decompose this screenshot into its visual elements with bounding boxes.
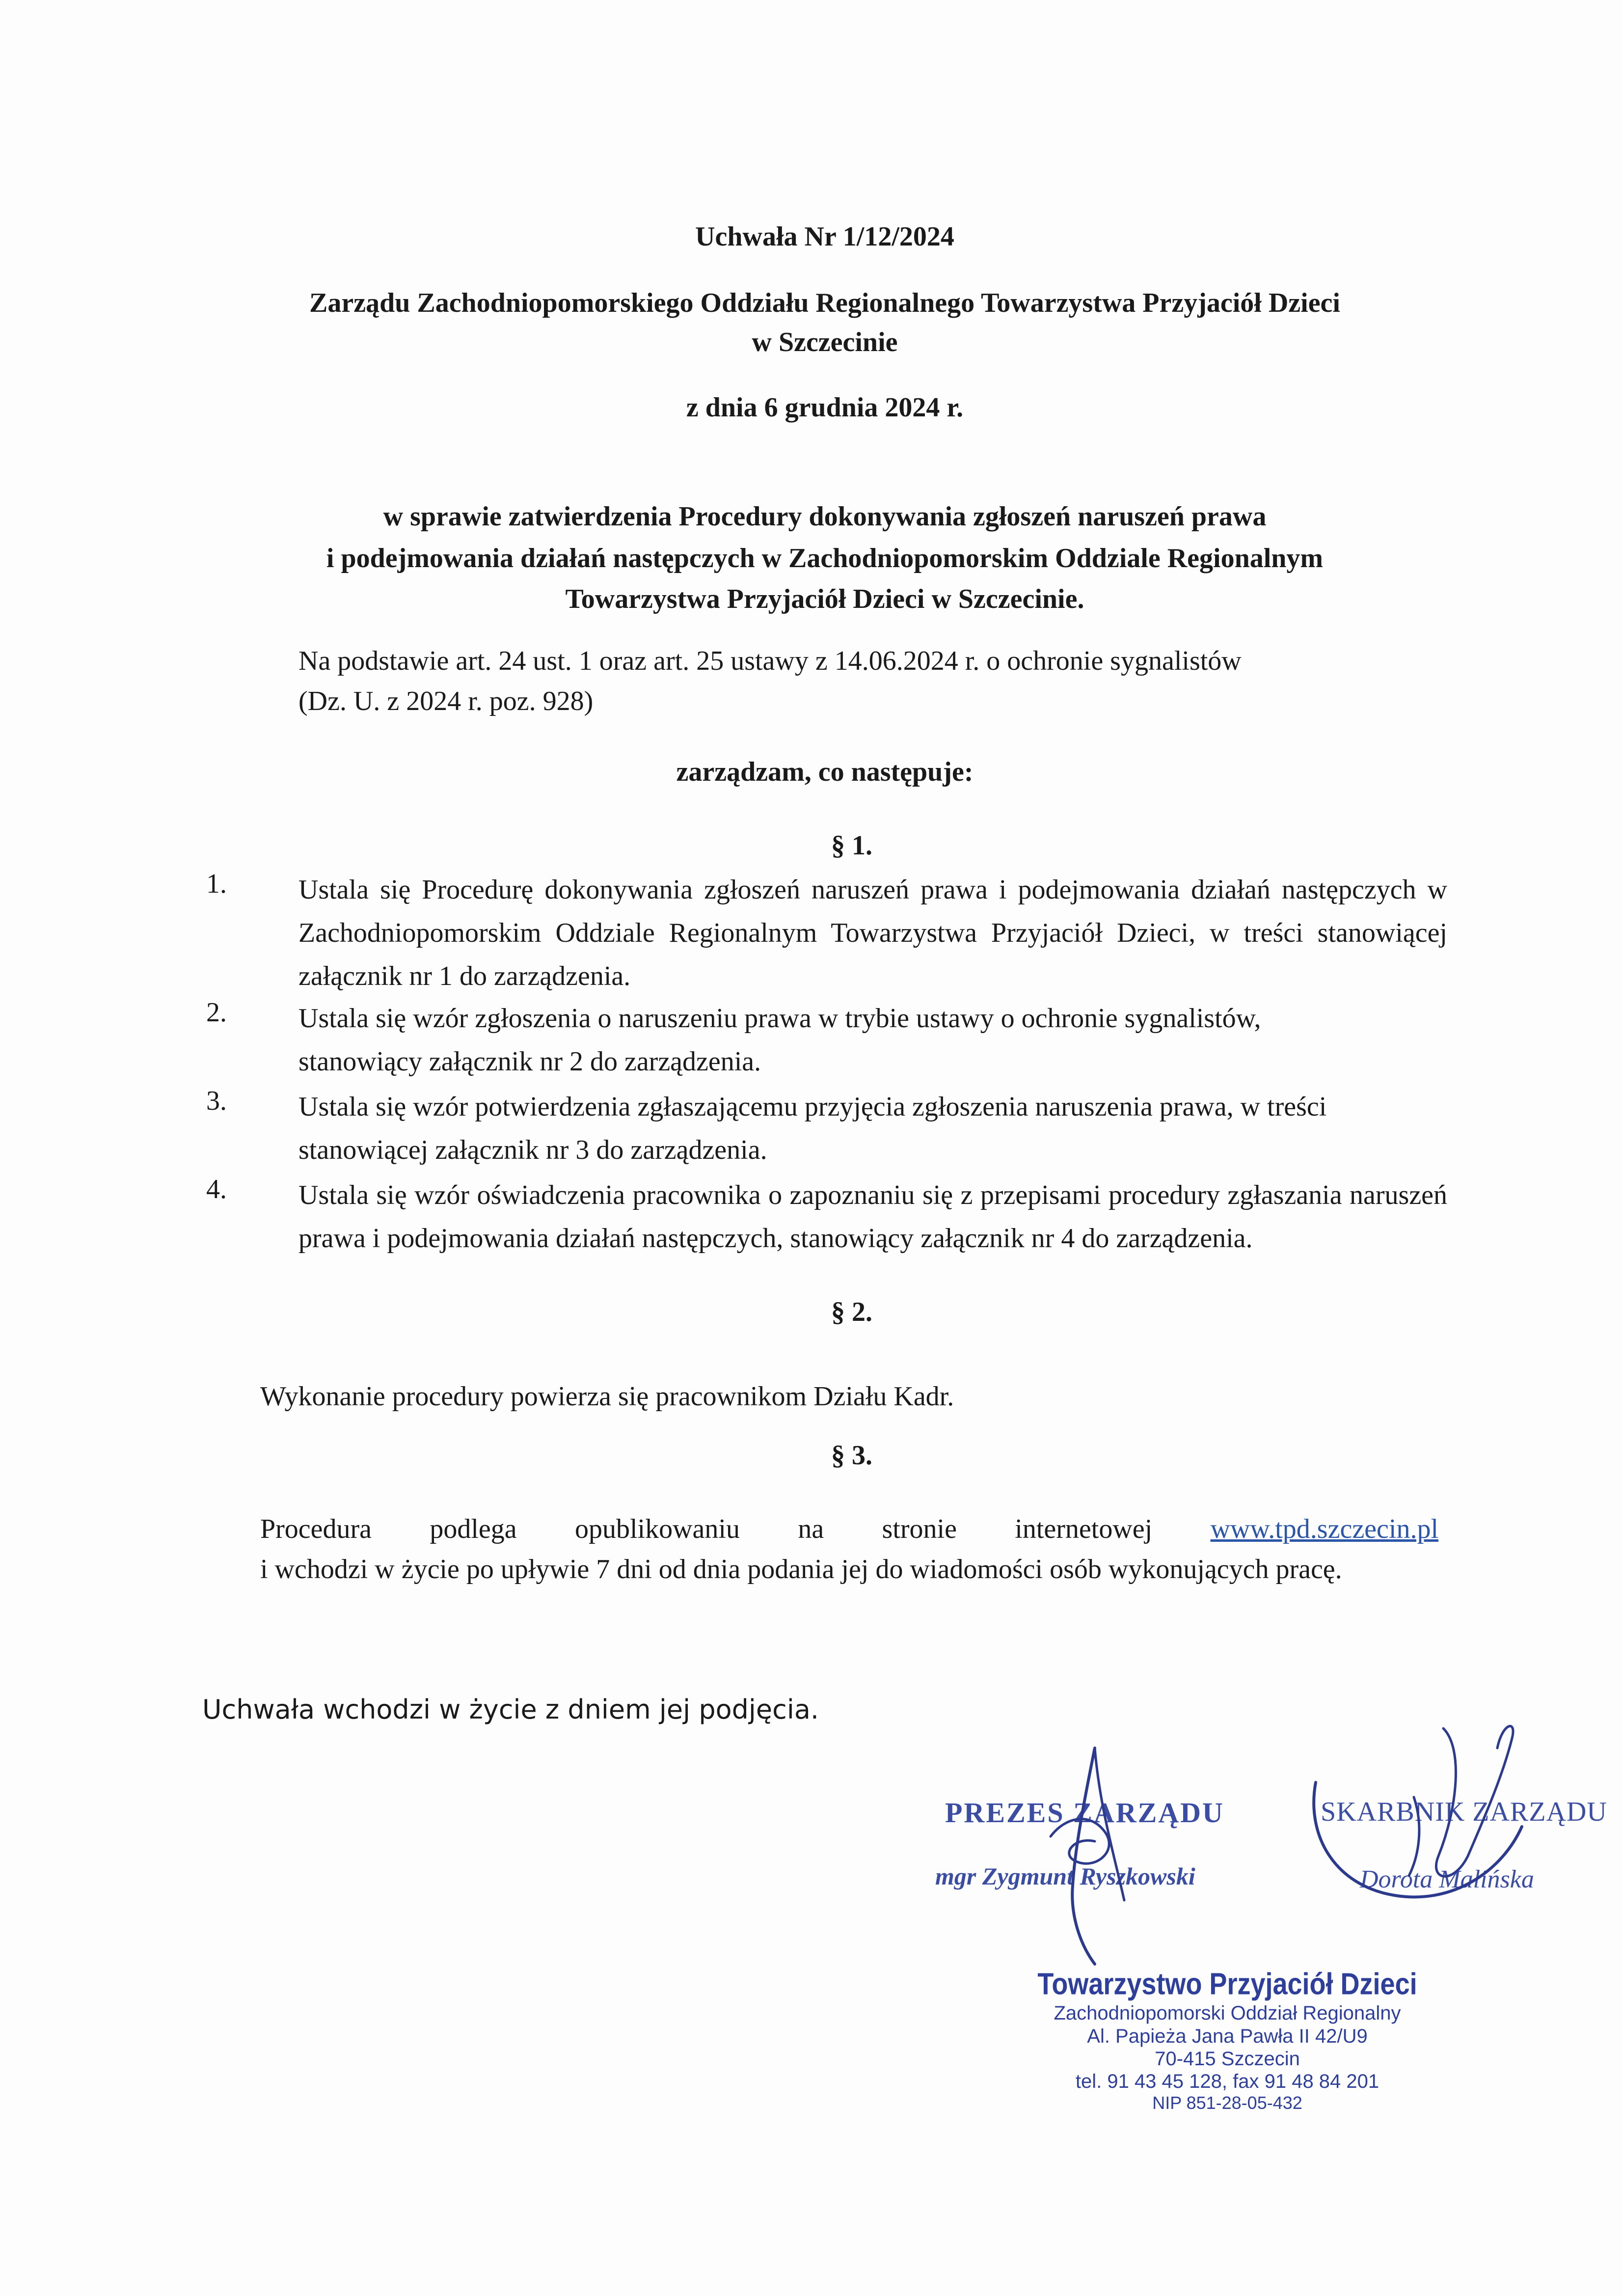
organization-stamp	[1026, 1969, 1429, 2113]
section-3-line-1	[260, 1507, 1438, 1551]
section-3-text-continued: i wchodzi w życie po upływie 7 dni od dnia podania jej do wiadomości osób wykonujących pracę.	[260, 1554, 1342, 1585]
section-1-item-4: Ustala się wzór oświadczenia pracownika o zapoznaniu się z przepisami procedury zgłaszania naruszeń prawa i podejmowania działań następczych, stanowiący załącznik nr 4 do zarządzenia.	[298, 1180, 1447, 1254]
item-number: 4.	[206, 1174, 227, 1204]
president-signature	[1021, 1738, 1149, 1971]
section-1-item-3: Ustala się wzór potwierdzenia zgłaszającemu przyjęcia zgłoszenia naruszenia prawa, w treści stanowiącej załącznik nr 3 do zarządzenia.	[298, 1092, 1327, 1165]
issuer-line-1: Zarządu Zachodniopomorskiego Oddziału Regionalnego Towarzystwa Przyjaciół Dzieci	[309, 288, 1340, 318]
section-1-heading: § 1.	[831, 830, 872, 861]
treasurer-name: Dorota Malińska	[1360, 1865, 1534, 1893]
stamp-address: Al. Papieża Jana Pawła II 42/U9	[1087, 2025, 1368, 2047]
president-name: mgr Zygmunt Ryszkowski	[935, 1862, 1195, 1890]
stamp-org: Towarzystwo Przyjaciół Dzieci	[1037, 1967, 1417, 2001]
legal-basis-line-1: Na podstawie art. 24 ust. 1 oraz art. 25 ustawy z 14.06.2024 r. o ochronie sygnalistów	[298, 646, 1242, 676]
item-number: 2.	[206, 997, 227, 1028]
subject-line-1: w sprawie zatwierdzenia Procedury dokonywania zgłoszeń naruszeń prawa	[383, 501, 1267, 532]
section-3-text: Procedura podlega opublikowaniu na stronie internetowej	[260, 1514, 1153, 1544]
item-number: 3.	[206, 1086, 227, 1116]
treasurer-signature	[1296, 1709, 1591, 1917]
website-link[interactable]: www.tpd.szczecin.pl	[1210, 1514, 1438, 1544]
legal-basis-line-2: (Dz. U. z 2024 r. poz. 928)	[298, 686, 594, 716]
section-1-item-2: Ustala się wzór zgłoszenia o naruszeniu prawa w trybie ustawy o ochronie sygnalistów, stanowiący załącznik nr 2 do zarządzenia.	[298, 1003, 1261, 1077]
decree-statement: zarządzam, co następuje:	[676, 757, 974, 787]
closing-statement: Uchwała wchodzi w życie z dniem jej podjęcia.	[202, 1694, 819, 1725]
treasurer-title: SKARBNIK ZARZĄDU	[1321, 1797, 1607, 1827]
president-title: PREZES ZARZĄDU	[945, 1797, 1224, 1829]
section-3-heading: § 3.	[831, 1440, 872, 1471]
stamp-phone: tel. 91 43 45 128, fax 91 48 84 201	[1075, 2071, 1380, 2092]
section-2-heading: § 2.	[831, 1297, 872, 1327]
stamp-city: 70-415 Szczecin	[1155, 2048, 1300, 2070]
subject-line-2: i podejmowania działań następczych w Zachodniopomorskim Oddziale Regionalnym	[326, 543, 1324, 574]
resolution-title: Uchwała Nr 1/12/2024	[695, 221, 954, 252]
section-1-item-1: Ustala się Procedurę dokonywania zgłoszeń naruszeń prawa i podejmowania działań następczych w Zachodniopomorskim Oddziale Regionalnym Towarzystwa Przyjaciół Dzieci, w treści stanowiącej załącznik nr 1 do zarządzenia.	[298, 875, 1447, 991]
item-number: 1.	[206, 869, 227, 899]
resolution-date: z dnia 6 grudnia 2024 r.	[686, 392, 964, 423]
stamp-branch: Zachodniopomorski Oddział Regionalny	[1054, 2002, 1401, 2024]
subject-line-3: Towarzystwa Przyjaciół Dzieci w Szczecinie.	[565, 584, 1084, 614]
stamp-nip: NIP 851-28-05-432	[1152, 2093, 1302, 2113]
issuer-line-2: w Szczecinie	[752, 327, 898, 357]
section-2-text: Wykonanie procedury powierza się pracownikom Działu Kadr.	[260, 1381, 954, 1412]
